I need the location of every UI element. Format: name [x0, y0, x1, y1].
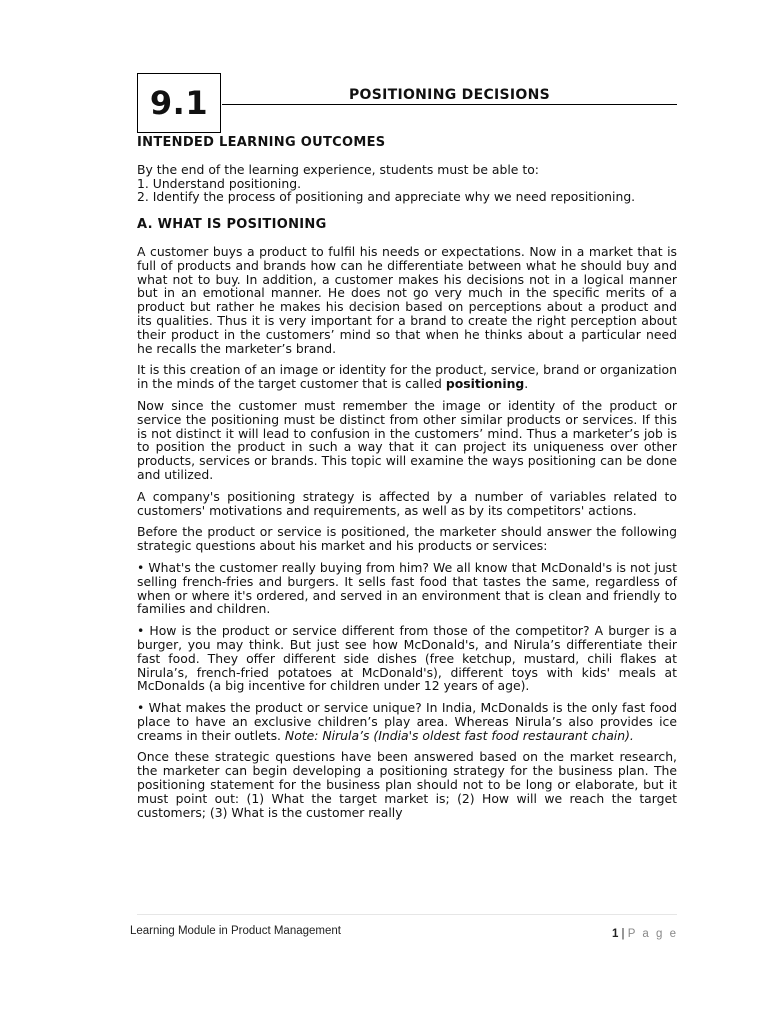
paragraph: A company's positioning strategy is affected by a number of variables related to customers' motivations and requirements, as well as by its competitors' actions. [137, 488, 677, 518]
main-content [137, 134, 677, 827]
title-underline [222, 104, 677, 105]
ilo-intro: By the end of the learning experience, students must be able to: [137, 161, 539, 177]
italic-note: Note: Nirula’s (India's oldest fast food restaurant chain). [284, 727, 634, 743]
paragraph: Now since the customer must remember the image or identity of the product or service the positioning must be distinct from other similar products or services. If this is not distinct it will lead to confusion in the customers’ mind. Thus a marketer’s job is to position the product in such a way that it can project its uniqueness over other products, services or brands. This topic will examine the ways positioning can be done and utilized. [137, 397, 677, 482]
text-run: It is this creation of an image or identity for the product, service, brand or organization in the minds of the target customer that is called [137, 362, 677, 392]
ilo-block [137, 163, 677, 204]
section-a-heading: A. WHAT IS POSITIONING [137, 217, 327, 233]
paragraph-positioning-definition [137, 363, 677, 391]
section-number-box [137, 73, 221, 133]
text-run: . [524, 376, 529, 392]
bullet-item [137, 701, 677, 742]
paragraph: Before the product or service is positioned, the marketer should answer the following strategic questions about his market and his products or services: [137, 524, 677, 554]
ilo-item: 1. Understand positioning. [137, 175, 302, 191]
page-label: P a g e [627, 928, 678, 940]
paragraph: Once these strategic questions have been answered based on the market research, the marketer can begin developing a positioning strategy for the business plan. The positioning statement for the business plan should not to be long or elaborate, but it must point out: (1) What the target market is; (2) How will we reach the target customers; (3) What is the customer really [137, 749, 677, 820]
text-run: • What makes the product or service unique? In India, McDonalds is the only fast food place to have an exclusive children’s play area. Whereas Nirula’s also provides ice creams in their outlets. [137, 700, 677, 743]
paragraph: A customer buys a product to fulfil his needs or expectations. Now in a market that is full of products and brands how can he differentiate between what he should buy and what not to buy. In addition, a customer makes his decisions not in a logical manner but in an emotional manner. He does not go very much in the specific merits of a product but rather he makes his decision based on perceptions about a product and its qualities. Thus it is very important for a brand to create the right perception about their product in the customers’ mind so that when he thinks about a particular need he recalls the marketer’s brand. [137, 243, 677, 356]
footer-divider [137, 914, 677, 915]
page-separator: | [621, 928, 625, 940]
section-number: 9.1 [149, 84, 209, 122]
bold-term: positioning [445, 376, 525, 392]
ilo-item: 2. Identify the process of positioning and appreciate why we need repositioning. [137, 189, 636, 205]
bullet-item: • What's the customer really buying from him? We all know that McDonald's is not just selling french-fries and burgers. It sells fast food that tastes the same, regardless of when or where it's ordered, and served in an environment that is clean and friendly to families and children. [137, 559, 677, 617]
footer-page-indicator [540, 928, 678, 940]
footer-module-title: Learning Module in Product Management [130, 925, 341, 937]
page-number: 1 [611, 928, 619, 940]
ilo-heading: INTENDED LEARNING OUTCOMES [137, 135, 386, 150]
bullet-item: • How is the product or service different from those of the competitor? A burger is a burger, you may think. But just see how McDonald's, and Nirula’s differentiate their fast food. They offer different side dishes (free ketchup, mustard, chili flakes at Nirula’s, french-fried potatoes at McDonald's), different toys with kids' meals at McDonalds (a big incentive for children under 12 years of age). [137, 623, 677, 694]
page-title: POSITIONING DECISIONS [348, 87, 551, 103]
